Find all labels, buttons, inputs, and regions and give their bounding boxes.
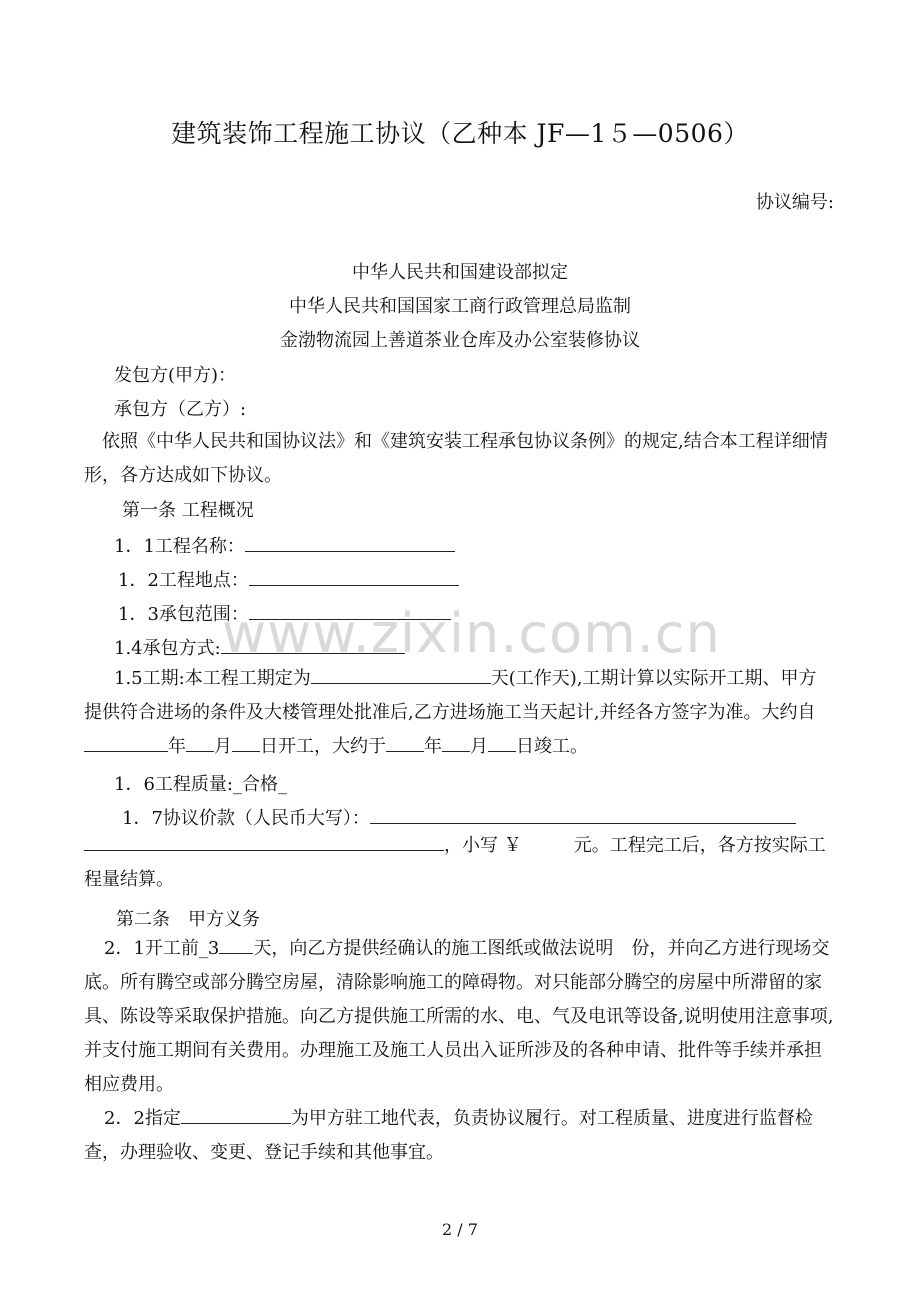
item-2-1 [84,932,834,1102]
duration-blank [311,665,491,684]
article1-heading: 第一条 工程概况 [122,500,254,521]
days-blank [219,935,253,954]
item-2-2 [84,1102,834,1170]
item-1-1-label: 1．1工程名称： [114,536,245,557]
representative-blank [181,1105,291,1124]
item-2-2-label: 2．2指定 [104,1108,181,1129]
drafted-by-line: 中华人民共和国建设部拟定 [352,262,568,283]
item-1-5-text: 天(工作天),工期计算以实际开工期、甲方提供符合进场的条件及大楼管理处批准后,乙方进场施工当天起计,并经各方签字为准。大约自 [84,668,817,723]
price-settlement-text: 元。工程完工后，各方按实际工程量结算。 [84,835,826,890]
item-1-1 [114,532,455,558]
item-1-7 [122,804,796,830]
watermark-text: www.zixin.com.cn [222,602,721,665]
project-location-blank [249,567,459,586]
end-day-label: 日竣工。 [516,736,588,757]
item-1-3-label: 1．3承包范围： [118,604,249,625]
item-1-4-label: 1.4承包方式: [114,638,221,659]
project-title-line: 金渤物流园上善道茶业仓库及办公室装修协议 [280,330,640,351]
page-number: 2 / 7 [442,1220,478,1239]
price-figure-label: ，小写 ￥ [444,835,522,856]
item-2-1-text: 天，向乙方提供经确认的施工图纸或做法说明 份，并向乙方进行现场交底。所有腾空或部分腾空房屋，清除影响施工的障碍物。对只能部分腾空的房屋中所滞留的家具、陈设等采取保护措施。向乙方提供施工所需的水、电、气及电讯等设备,说明使用注意事项,并支付施工期间有关费用。办理施工及施工人员出入证所涉及的各种申请、批件等手续并承担相应费用。 [84,938,834,1095]
item-1-5 [84,662,834,764]
item-1-7-continued [84,829,834,897]
start-day-blank [232,733,260,752]
item-1-7-label: 1．7协议价款（人民币大写）： [122,808,370,829]
intro-paragraph: 依照《中华人民共和国协议法》和《建筑安装工程承包协议条例》的规定,结合本工程详细情形，各方达成如下协议。 [84,431,828,486]
start-month-blank [186,733,214,752]
project-name-blank [245,533,455,552]
price-words-blank [370,805,796,824]
item-1-5-label: 1.5工期:本工程工期定为 [114,668,311,689]
party-b-label: 承包方（乙方）: [114,399,247,420]
item-1-6: 1．6工程质量:_合格_ [114,774,287,795]
end-year-blank [386,733,424,752]
supervised-by-line: 中华人民共和国国家工商行政管理总局监制 [289,296,631,317]
item-1-2-label: 1．2工程地点： [118,570,249,591]
article2-heading: 第二条 甲方义务 [116,909,260,930]
start-day-label: 日开工，大约于 [260,736,386,757]
end-year-label: 年 [424,736,442,757]
end-day-blank [488,733,516,752]
end-month-blank [442,733,470,752]
item-2-1-label: 2．1开工前_3 [104,938,220,959]
start-year-label: 年 [168,736,186,757]
document-title: 建筑装饰工程施工协议（乙种本 JF—1５—0506） [171,119,749,148]
start-year-blank [84,733,168,752]
item-2-2-text: 为甲方驻工地代表，负责协议履行。对工程质量、进度进行监督检查，办理验收、变更、登记手续和其他事宜。 [84,1108,813,1163]
contract-number-label: 协议编号: [755,192,834,213]
start-month-label: 月 [214,736,232,757]
end-month-label: 月 [470,736,488,757]
party-a-label: 发包方(甲方)： [114,365,237,386]
item-1-2 [118,566,459,592]
price-words-blank-2 [84,832,444,851]
